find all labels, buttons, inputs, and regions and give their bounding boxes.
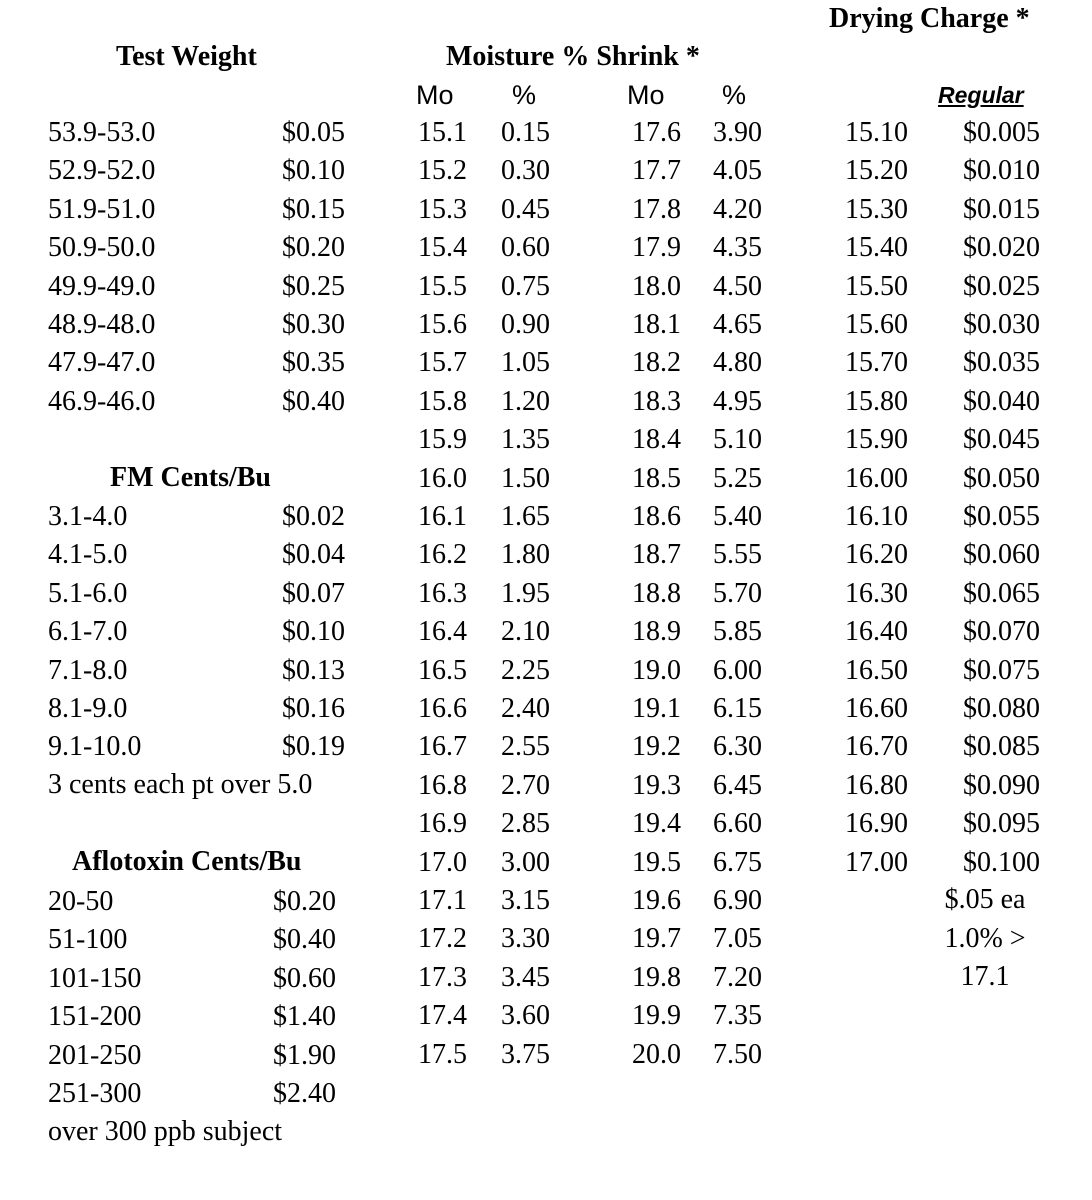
moisture-pct-cell: 4.80 <box>713 347 762 379</box>
drying-price-cell: $0.090 <box>963 769 1040 801</box>
drying-mo-cell: 17.00 <box>845 846 908 878</box>
moisture-mo-cell: 18.5 <box>632 462 681 494</box>
price-cell: $0.04 <box>282 539 345 571</box>
moisture-pct-cell: 1.20 <box>501 385 550 417</box>
range-cell: 20-50 <box>48 886 114 917</box>
moisture-mo-cell: 16.4 <box>418 616 467 648</box>
moisture-pct-cell: 2.85 <box>501 808 550 840</box>
moisture-pct-cell: 4.35 <box>713 232 762 264</box>
moisture-pct-cell: 5.70 <box>713 577 762 609</box>
moisture-mo-cell: 15.9 <box>418 424 467 456</box>
moisture-mo-cell: 16.3 <box>418 577 467 609</box>
moisture-mo-cell: 15.2 <box>418 155 467 187</box>
drying-price-cell: $0.045 <box>963 424 1040 456</box>
moisture-mo-cell: 18.9 <box>632 616 681 648</box>
range-cell: 5.1-6.0 <box>48 577 128 609</box>
range-cell: 49.9-49.0 <box>48 270 156 302</box>
moisture-pct-cell: 1.80 <box>501 539 550 571</box>
moisture-pct-cell: 4.65 <box>713 309 762 340</box>
moisture-mo-cell: 16.1 <box>418 501 467 532</box>
moisture-pct-cell: 6.15 <box>713 693 762 724</box>
drying-mo-cell: 15.20 <box>845 155 908 187</box>
moisture-pct-cell: 0.30 <box>501 155 550 187</box>
drying-mo-cell: 16.90 <box>845 808 908 840</box>
moisture-mo-cell: 17.3 <box>418 961 467 993</box>
price-cell: $1.40 <box>273 1001 336 1033</box>
range-cell: 9.1-10.0 <box>48 731 142 763</box>
drying-mo-cell: 15.60 <box>845 309 908 340</box>
moisture-pct-cell: 0.60 <box>501 232 550 264</box>
moisture-pct-cell: 1.35 <box>501 424 550 456</box>
range-cell: 51-100 <box>48 924 128 956</box>
moisture-pct-cell: 0.75 <box>501 270 550 302</box>
range-cell: 251-300 <box>48 1078 142 1109</box>
drying-price-cell: $0.050 <box>963 462 1040 494</box>
moisture-mo-cell: 16.0 <box>418 462 467 494</box>
drying-price-cell: $0.015 <box>963 193 1040 225</box>
moisture-pct-cell: 3.60 <box>501 1000 550 1032</box>
drying-mo-cell: 15.70 <box>845 347 908 379</box>
range-cell: 6.1-7.0 <box>48 616 128 648</box>
moisture-pct-cell: 4.50 <box>713 270 762 302</box>
range-cell: 52.9-52.0 <box>48 155 156 187</box>
price-cell: $0.40 <box>273 924 336 956</box>
moisture-mo-cell: 20.0 <box>632 1038 681 1070</box>
moisture-mo-cell: 18.6 <box>632 501 681 532</box>
drying-note-line-2: 1.0% > <box>944 923 1026 954</box>
drying-mo-cell: 16.80 <box>845 769 908 801</box>
drying-price-cell: $0.095 <box>963 808 1040 840</box>
drying-price-cell: $0.075 <box>963 654 1040 686</box>
moisture-mo-cell: 18.4 <box>632 424 681 456</box>
moisture-pct-cell: 5.10 <box>713 424 762 456</box>
moisture-pct-cell: 6.75 <box>713 846 762 878</box>
drying-price-cell: $0.005 <box>963 117 1040 148</box>
range-cell: 51.9-51.0 <box>48 193 156 225</box>
moisture-pct-cell: 1.65 <box>501 501 550 532</box>
moisture-mo-cell: 17.1 <box>418 885 467 916</box>
moisture-pct-cell: 3.45 <box>501 961 550 993</box>
drying-price-cell: $0.025 <box>963 270 1040 302</box>
moisture-mo-cell: 15.8 <box>418 385 467 417</box>
drying-note-line-1: $.05 ea <box>944 884 1026 915</box>
moisture-pct-cell: 6.30 <box>713 731 762 763</box>
moisture-pct-cell: 2.25 <box>501 654 550 686</box>
price-cell: $0.16 <box>282 693 345 724</box>
moisture-mo-cell: 15.7 <box>418 347 467 379</box>
range-cell: 53.9-53.0 <box>48 117 156 148</box>
moisture-mo-cell: 16.9 <box>418 808 467 840</box>
price-cell: $0.20 <box>282 232 345 264</box>
moisture-left-pct-header: % <box>512 80 537 110</box>
moisture-mo-cell: 16.5 <box>418 654 467 686</box>
moisture-pct-cell: 3.75 <box>501 1038 550 1070</box>
moisture-pct-cell: 7.35 <box>713 1000 762 1032</box>
moisture-pct-cell: 7.05 <box>713 923 762 955</box>
price-cell: $2.40 <box>273 1078 336 1109</box>
drying-note-line-3: 17.1 <box>960 961 1010 992</box>
moisture-mo-cell: 17.0 <box>418 846 467 878</box>
moisture-pct-cell: 6.90 <box>713 885 762 916</box>
range-cell: 8.1-9.0 <box>48 693 128 724</box>
drying-price-cell: $0.020 <box>963 232 1040 264</box>
moisture-mo-cell: 16.7 <box>418 731 467 763</box>
drying-mo-cell: 16.50 <box>845 654 908 686</box>
drying-mo-cell: 15.40 <box>845 232 908 264</box>
test-weight-title: Test Weight <box>116 41 257 72</box>
price-cell: $0.35 <box>282 347 345 379</box>
moisture-mo-cell: 16.2 <box>418 539 467 571</box>
moisture-mo-cell: 18.7 <box>632 539 681 571</box>
moisture-pct-cell: 1.05 <box>501 347 550 379</box>
moisture-mo-cell: 17.8 <box>632 193 681 225</box>
range-cell: 7.1-8.0 <box>48 654 128 686</box>
price-cell: $0.02 <box>282 501 345 532</box>
moisture-mo-cell: 15.4 <box>418 232 467 264</box>
moisture-pct-cell: 4.20 <box>713 193 762 225</box>
moisture-pct-cell: 7.50 <box>713 1038 762 1070</box>
moisture-mo-cell: 19.1 <box>632 693 681 724</box>
range-cell: 48.9-48.0 <box>48 309 156 340</box>
drying-mo-cell: 16.20 <box>845 539 908 571</box>
drying-price-cell: $0.070 <box>963 616 1040 648</box>
moisture-mo-cell: 19.3 <box>632 769 681 801</box>
price-cell: $0.13 <box>282 654 345 686</box>
moisture-pct-cell: 3.30 <box>501 923 550 955</box>
drying-mo-cell: 16.60 <box>845 693 908 724</box>
aflotoxin-title: Aflotoxin Cents/Bu <box>72 846 302 877</box>
moisture-mo-cell: 18.1 <box>632 309 681 340</box>
moisture-right-pct-header: % <box>722 80 747 110</box>
moisture-pct-cell: 2.10 <box>501 616 550 648</box>
moisture-mo-cell: 19.9 <box>632 1000 681 1032</box>
price-cell: $0.10 <box>282 616 345 648</box>
price-cell: $0.15 <box>282 193 345 225</box>
fm-title: FM Cents/Bu <box>110 462 271 493</box>
moisture-pct-cell: 2.55 <box>501 731 550 763</box>
drying-mo-cell: 16.30 <box>845 577 908 609</box>
drying-price-cell: $0.060 <box>963 539 1040 571</box>
drying-mo-cell: 15.10 <box>845 117 908 148</box>
range-cell: 4.1-5.0 <box>48 539 128 571</box>
moisture-mo-cell: 16.8 <box>418 769 467 801</box>
drying-price-cell: $0.100 <box>963 846 1040 878</box>
price-cell: $0.25 <box>282 270 345 302</box>
drying-mo-cell: 16.00 <box>845 462 908 494</box>
moisture-title: Moisture % Shrink * <box>446 41 700 72</box>
moisture-mo-cell: 19.4 <box>632 808 681 840</box>
moisture-pct-cell: 3.15 <box>501 885 550 916</box>
range-cell: 46.9-46.0 <box>48 385 156 417</box>
moisture-pct-cell: 5.25 <box>713 462 762 494</box>
moisture-pct-cell: 0.45 <box>501 193 550 225</box>
price-cell: $0.40 <box>282 385 345 417</box>
price-cell: $0.10 <box>282 155 345 187</box>
moisture-mo-cell: 15.5 <box>418 270 467 302</box>
moisture-pct-cell: 3.90 <box>713 117 762 148</box>
moisture-pct-cell: 5.55 <box>713 539 762 571</box>
drying-price-cell: $0.010 <box>963 155 1040 187</box>
moisture-mo-cell: 19.6 <box>632 885 681 916</box>
range-cell: 201-250 <box>48 1039 142 1071</box>
moisture-mo-cell: 17.4 <box>418 1000 467 1032</box>
fm-note: 3 cents each pt over 5.0 <box>48 769 313 800</box>
moisture-pct-cell: 2.70 <box>501 769 550 801</box>
moisture-mo-cell: 15.6 <box>418 309 467 340</box>
price-cell: $0.60 <box>273 962 336 994</box>
drying-mo-cell: 16.70 <box>845 731 908 763</box>
moisture-pct-cell: 3.00 <box>501 846 550 878</box>
moisture-mo-cell: 15.1 <box>418 117 467 148</box>
moisture-pct-cell: 0.15 <box>501 117 550 148</box>
price-cell: $1.90 <box>273 1039 336 1071</box>
aflotoxin-note: over 300 ppb subject <box>48 1116 283 1147</box>
moisture-pct-cell: 1.50 <box>501 462 550 494</box>
moisture-mo-cell: 17.6 <box>632 117 681 148</box>
moisture-pct-cell: 6.00 <box>713 654 762 686</box>
moisture-pct-cell: 6.60 <box>713 808 762 840</box>
price-cell: $0.05 <box>282 117 345 148</box>
moisture-mo-cell: 18.0 <box>632 270 681 302</box>
moisture-mo-cell: 15.3 <box>418 193 467 225</box>
moisture-pct-cell: 4.95 <box>713 385 762 417</box>
drying-subheader: Regular <box>938 82 1024 108</box>
moisture-mo-cell: 19.7 <box>632 923 681 955</box>
moisture-pct-cell: 1.95 <box>501 577 550 609</box>
drying-mo-cell: 15.90 <box>845 424 908 456</box>
drying-price-cell: $0.065 <box>963 577 1040 609</box>
range-cell: 3.1-4.0 <box>48 501 128 532</box>
drying-mo-cell: 15.30 <box>845 193 908 225</box>
moisture-left-mo-header: Mo <box>416 80 454 110</box>
moisture-mo-cell: 18.8 <box>632 577 681 609</box>
range-cell: 151-200 <box>48 1001 142 1033</box>
price-cell: $0.07 <box>282 577 345 609</box>
moisture-mo-cell: 19.5 <box>632 846 681 878</box>
price-cell: $0.30 <box>282 309 345 340</box>
moisture-mo-cell: 17.7 <box>632 155 681 187</box>
drying-mo-cell: 16.40 <box>845 616 908 648</box>
range-cell: 47.9-47.0 <box>48 347 156 379</box>
moisture-mo-cell: 16.6 <box>418 693 467 724</box>
drying-price-cell: $0.035 <box>963 347 1040 379</box>
drying-price-cell: $0.085 <box>963 731 1040 763</box>
drying-mo-cell: 15.80 <box>845 385 908 417</box>
moisture-mo-cell: 17.2 <box>418 923 467 955</box>
drying-price-cell: $0.055 <box>963 501 1040 532</box>
moisture-pct-cell: 5.85 <box>713 616 762 648</box>
moisture-pct-cell: 5.40 <box>713 501 762 532</box>
moisture-mo-cell: 18.2 <box>632 347 681 379</box>
drying-price-cell: $0.080 <box>963 693 1040 724</box>
moisture-pct-cell: 6.45 <box>713 769 762 801</box>
drying-mo-cell: 15.50 <box>845 270 908 302</box>
range-cell: 101-150 <box>48 962 142 994</box>
moisture-mo-cell: 17.5 <box>418 1038 467 1070</box>
price-cell: $0.20 <box>273 886 336 917</box>
moisture-pct-cell: 4.05 <box>713 155 762 187</box>
moisture-mo-cell: 17.9 <box>632 232 681 264</box>
moisture-mo-cell: 19.2 <box>632 731 681 763</box>
drying-price-cell: $0.040 <box>963 385 1040 417</box>
moisture-mo-cell: 18.3 <box>632 385 681 417</box>
moisture-pct-cell: 0.90 <box>501 309 550 340</box>
range-cell: 50.9-50.0 <box>48 232 156 264</box>
moisture-right-mo-header: Mo <box>627 80 665 110</box>
drying-title: Drying Charge * <box>829 3 1030 34</box>
drying-price-cell: $0.030 <box>963 309 1040 340</box>
price-cell: $0.19 <box>282 731 345 763</box>
moisture-pct-cell: 2.40 <box>501 693 550 724</box>
drying-mo-cell: 16.10 <box>845 501 908 532</box>
moisture-pct-cell: 7.20 <box>713 961 762 993</box>
moisture-mo-cell: 19.0 <box>632 654 681 686</box>
moisture-mo-cell: 19.8 <box>632 961 681 993</box>
